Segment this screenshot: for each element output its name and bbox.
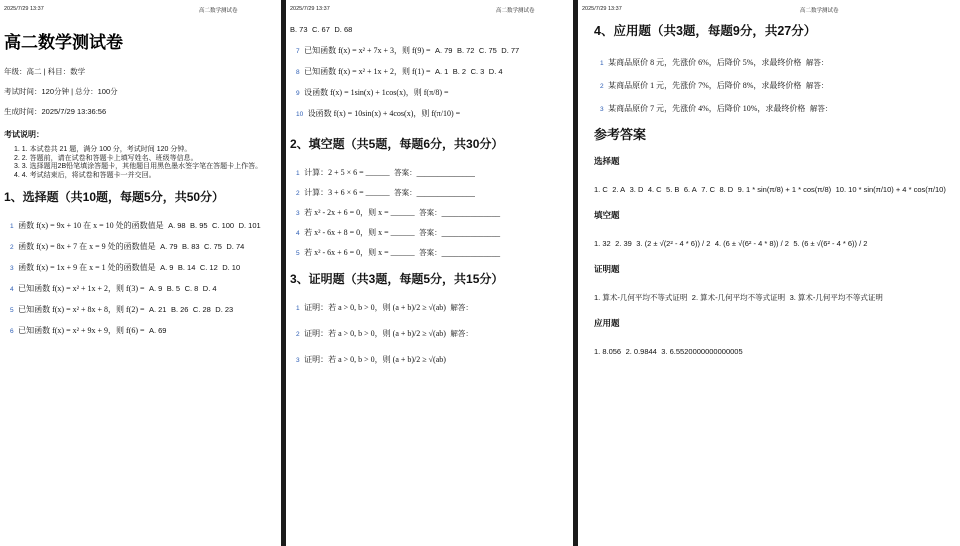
header-doc-title: 高二数学测试卷: [496, 8, 535, 14]
question-item: [290, 82, 571, 100]
answer-key-item: 3. 6.5520000000000005: [661, 347, 743, 356]
option: C. 8: [184, 284, 199, 293]
option: C. 75: [478, 46, 497, 55]
answer-key-item: 4. C: [647, 185, 662, 194]
answer-key-list: [594, 233, 958, 251]
option: B. 83: [182, 242, 200, 251]
question-stem: 已知函数 f(x) = x² + 7x + 3，则 f(9) =: [304, 46, 431, 55]
option: A. 9: [148, 284, 163, 293]
question-item: [4, 215, 279, 233]
question-stem: 设函数 f(x) = 10sin(x) + 4cos(x)，则 f(π/10) =: [307, 109, 461, 118]
option: A. 98: [168, 221, 186, 230]
application-question: [594, 98, 958, 116]
answer-blank: 答案：______________: [419, 208, 501, 217]
question-stem: 计算：2 + 5 × 6 = ______: [304, 168, 390, 177]
answer-key-item: 2. A: [612, 185, 626, 194]
application-question: [594, 75, 958, 93]
option: B. 95: [190, 221, 208, 230]
answer-key-list: [594, 287, 958, 305]
question-number: 3: [600, 106, 604, 113]
option: A. 9: [160, 263, 174, 272]
answer-label: 解答：: [805, 81, 829, 90]
question-number: 8: [296, 69, 300, 76]
question-stem: 若 x² - 6x + 6 = 0，则 x = ______: [304, 248, 415, 257]
answer-key-item: 2. 39: [615, 239, 632, 248]
answer-key-item: 3. (2 ± √(2² - 4 * 6)) / 2: [636, 239, 711, 248]
question-number: 6: [10, 328, 14, 335]
section-heading-fill: 2、填空题（共5题，每题6分，共30分）: [290, 137, 504, 151]
option: D. 77: [501, 46, 520, 55]
option: B. 72: [456, 46, 475, 55]
option: D. 23: [215, 305, 234, 314]
question-number: 2: [10, 244, 14, 251]
question-stem: 已知函数 f(x) = x² + 9x + 9，则 f(6) =: [18, 326, 145, 335]
answer-key-item: 1. 8.056: [594, 347, 622, 356]
option: D. 74: [226, 242, 245, 251]
answer-label: 解答：: [805, 58, 829, 67]
print-timestamp: 2025/7/29 13:37: [582, 6, 622, 12]
answer-key-item: 1. C: [594, 185, 608, 194]
fill-question: [290, 202, 571, 220]
question-number: 1: [296, 305, 300, 312]
question-item: [4, 299, 279, 317]
page-header: [290, 6, 573, 16]
answer-blank: 答案：______________: [394, 168, 475, 177]
page-header: [4, 6, 281, 16]
print-timestamp: 2025/7/29 13:37: [4, 6, 44, 12]
answer-key-list: [594, 341, 958, 359]
answer-key-item: 1. 32: [594, 239, 611, 248]
option: D. 68: [334, 25, 353, 34]
instructions-heading: 考试说明：: [4, 130, 44, 139]
answer-key-item: 4. (6 ± √(6² - 4 * 8)) / 2: [714, 239, 789, 248]
proof-question: [290, 297, 571, 315]
option: C. 3: [470, 67, 485, 76]
question-number: 3: [296, 210, 300, 217]
option: B. 26: [170, 305, 189, 314]
answer-key-item: 7. C: [701, 185, 715, 194]
question-stem: 计算：3 + 6 × 6 = ______: [304, 188, 390, 197]
option: A. 79: [160, 242, 178, 251]
option: C. 75: [204, 242, 222, 251]
question-stem: 函数 f(x) = 8x + 7 在 x = 9 处的函数值是: [18, 242, 156, 251]
question-number: 4: [10, 286, 14, 293]
section-heading-application: 4、应用题（共3题，每题9分，共27分）: [594, 24, 817, 38]
question-stem: 已知函数 f(x) = x² + 8x + 8，则 f(2) =: [18, 305, 145, 314]
document-page-3: [578, 0, 960, 546]
question-number: 1: [10, 223, 14, 230]
answer-key-item: 6. A: [683, 185, 697, 194]
option: A. 21: [148, 305, 167, 314]
answer-key-item: 2. 0.9844: [625, 347, 657, 356]
question-item: [4, 236, 279, 254]
application-question: [594, 52, 958, 70]
fill-question: [290, 242, 571, 260]
question-stem: 已知函数 f(x) = x² + 1x + 2，则 f(1) =: [304, 67, 431, 76]
question-item: [4, 257, 279, 275]
option: B. 5: [166, 284, 181, 293]
section-heading-choice: 1、选择题（共10题，每题5分，共50分）: [4, 190, 225, 204]
exam-meta: 考试时间：120分钟 | 总分：100分: [4, 87, 118, 96]
answer-key-item: 1. 算术-几何平均不等式证明: [594, 293, 688, 302]
question-number: 4: [296, 230, 300, 237]
question-stem: 某商品原价 7 元，先涨价 4%，后降价 10%，求最终价格: [608, 104, 806, 113]
question-item: [4, 320, 279, 338]
instruction-item: 1. 1. 本试卷共 21 题，满分 100 分，考试时间 120 分钟。: [14, 146, 192, 153]
option: A. 1: [434, 67, 449, 76]
option: B. 14: [177, 263, 196, 272]
exam-meta: 生成时间：2025/7/29 13:36:56: [4, 107, 107, 116]
option: C. 28: [192, 305, 211, 314]
page-title: 高二数学测试卷: [4, 33, 123, 52]
fill-question: [290, 182, 571, 200]
option: D. 10: [222, 263, 241, 272]
question-item: [290, 61, 571, 79]
document-page-1: [0, 0, 281, 546]
question-number: 1: [296, 170, 300, 177]
fill-question: [290, 222, 571, 240]
option: B. 73: [290, 25, 308, 34]
option: B. 2: [452, 67, 467, 76]
header-doc-title: 高二数学测试卷: [199, 8, 238, 14]
answer-key-section-title: 证明题: [594, 264, 620, 274]
instructions-list: [14, 146, 279, 180]
option: A. 69: [148, 326, 167, 335]
option: C. 12: [199, 263, 218, 272]
question-item: [290, 103, 571, 121]
option: D. 4: [488, 67, 503, 76]
question-number: 9: [296, 90, 300, 97]
question-stem: 函数 f(x) = 9x + 10 在 x = 10 处的函数值是: [18, 221, 164, 230]
answer-key-section-title: 应用题: [594, 318, 620, 328]
answer-key-item: 5. B: [666, 185, 680, 194]
answer-key-item: 3. 算术-几何平均不等式证明: [789, 293, 883, 302]
question-stem: 某商品原价 8 元，先涨价 6%，后降价 5%，求最终价格: [608, 58, 802, 67]
instruction-item: 3. 3. 选择题用2B铅笔填涂答题卡，其他题目用黑色墨水签字笔在答题卡上作答。: [14, 163, 263, 170]
question-stem: 设函数 f(x) = 1sin(x) + 1cos(x)，则 f(π/8) =: [304, 88, 449, 97]
answer-blank: 答案：______________: [419, 248, 501, 257]
question-stem: 若 x² - 2x + 6 = 0，则 x = ______: [304, 208, 415, 217]
option: D. 4: [202, 284, 217, 293]
question-stem: 证明：若 a > 0, b > 0，则 (a + b)/2 ≥ √(ab): [304, 329, 446, 338]
question-number: 5: [296, 250, 300, 257]
proof-question: [290, 349, 571, 367]
question-item: [290, 40, 571, 58]
question-stem: 证明：若 a > 0, b > 0，则 (a + b)/2 ≥ √(ab): [304, 303, 446, 312]
question-number: 2: [600, 83, 604, 90]
question-number: 10: [296, 111, 304, 118]
answer-key-item: 10. 10 * sin(π/10) + 4 * cos(π/10): [835, 185, 946, 194]
question-stem: 函数 f(x) = 1x + 9 在 x = 1 处的函数值是: [18, 263, 156, 272]
answer-key-item: 3. D: [629, 185, 644, 194]
answer-key-item: 2. 算术-几何平均不等式证明: [691, 293, 786, 302]
answer-key-list: [594, 179, 958, 197]
answer-blank: 答案：______________: [419, 228, 501, 237]
instruction-item: 4. 4. 考试结束后，将试卷和答题卡一并交回。: [14, 171, 156, 179]
question-stem: 若 x² - 6x + 8 = 0，则 x = ______: [304, 228, 415, 237]
proof-question: [290, 323, 571, 341]
print-timestamp: 2025/7/29 13:37: [290, 6, 330, 12]
answer-label: 解答：: [809, 104, 833, 113]
answer-key-section-title: 填空题: [594, 210, 620, 220]
answer-blank: 答案：______________: [394, 188, 475, 197]
header-doc-title: 高二数学测试卷: [800, 8, 839, 14]
option: D. 101: [238, 221, 261, 230]
instruction-item: 2. 2. 答题前，请在试卷和答题卡上填写姓名、班级等信息。: [14, 154, 198, 162]
answer-key-item: 9. 1 * sin(π/8) + 1 * cos(π/8): [737, 185, 832, 194]
question-number: 5: [10, 307, 14, 314]
question-number: 2: [296, 190, 300, 197]
answer-label: 解答：: [450, 303, 473, 312]
option: C. 100: [212, 221, 235, 230]
question-number: 7: [296, 48, 300, 55]
exam-meta: 年级：高二 | 科目：数学: [4, 67, 86, 76]
answer-label: 解答：: [450, 329, 473, 338]
answer-key-item: 8. D: [719, 185, 734, 194]
document-page-2: [286, 0, 573, 546]
page-header: [582, 6, 960, 16]
question-stem: 证明：若 a > 0, b > 0，则 (a + b)/2 ≥ √(ab): [304, 355, 446, 364]
section-heading-proof: 3、证明题（共3题，每题5分，共15分）: [290, 272, 504, 286]
question-number: 3: [10, 265, 14, 272]
question-stem: 某商品原价 1 元，先涨价 7%，后降价 8%，求最终价格: [608, 81, 802, 90]
question-stem: 已知函数 f(x) = x² + 1x + 2，则 f(3) =: [18, 284, 145, 293]
question-number: 2: [296, 331, 300, 338]
fill-question: [290, 162, 571, 180]
question-item: [290, 19, 571, 37]
answer-key-item: 5. (6 ± √(6² - 4 * 6)) / 2: [793, 239, 868, 248]
answer-key-section-title: 选择题: [594, 156, 620, 166]
option: C. 67: [311, 25, 330, 34]
answer-key-heading: 参考答案: [594, 127, 647, 142]
question-number: 3: [296, 357, 300, 364]
option: A. 79: [434, 46, 453, 55]
question-item: [4, 278, 279, 296]
question-number: 1: [600, 60, 604, 67]
